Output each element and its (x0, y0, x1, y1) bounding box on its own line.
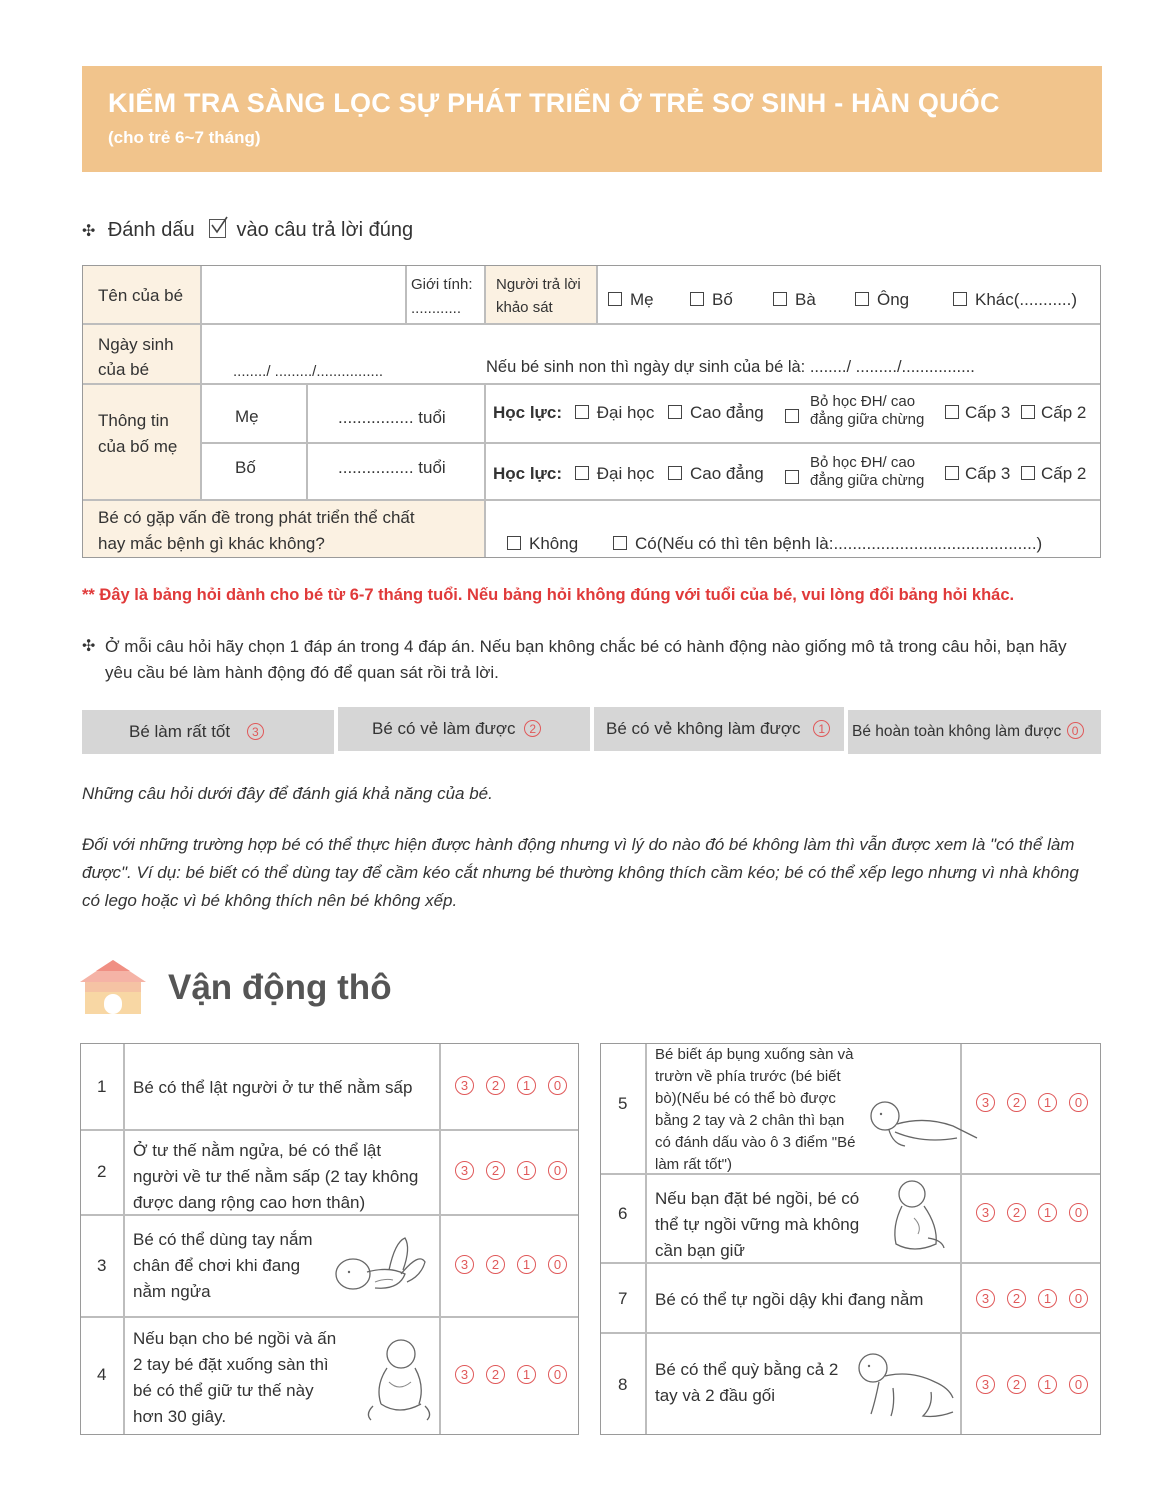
score-0-option[interactable]: 0 (548, 1076, 567, 1095)
mother-education: Học lực: Đại học (493, 403, 655, 422)
father-dropout-1: Bỏ học ĐH/ cao (810, 454, 916, 471)
baby-sitting-illustration (884, 1178, 948, 1258)
father-edu-secondary[interactable]: Cấp 2 (1021, 462, 1086, 486)
score-0-option[interactable]: 0 (1069, 1093, 1088, 1112)
father-edu-highschool[interactable]: Cấp 3 (945, 462, 1010, 486)
instruction-line (82, 219, 413, 242)
question-3-text: Bé có thể dùng tay nắm chân để chơi khi đang nằm ngửa (133, 1230, 313, 1301)
legend-item-1: Bé có vẻ không làm được 1 (594, 707, 844, 751)
parents-label-1: Thông tin (98, 411, 169, 430)
bullet-icon: ✣ (82, 223, 96, 240)
respondent-option-ba[interactable]: Bà (773, 288, 816, 312)
legend-item-3: Bé làm rất tốt 3 (82, 710, 334, 754)
mother-dropout-2: đẳng giữa chừng (810, 411, 925, 428)
parents-label-2: của bố mẹ (98, 437, 178, 456)
question-1-number: 1 (97, 1077, 107, 1096)
score-0-option[interactable]: 0 (1069, 1375, 1088, 1394)
due-date-field[interactable]: Nếu bé sinh non thì ngày dự sinh của bé là: ......../ ........./................ (486, 358, 975, 376)
question-1-scores (449, 1076, 573, 1096)
baby-sitting-supported-illustration (359, 1336, 435, 1424)
question-3-number: 3 (97, 1256, 107, 1275)
question-5-text: Bé biết áp bụng xuống sàn và trườn về phía trước (bé biết bò)(Nếu bé có thể bò được bằng 2 tay và 2 chân thì bạn có đánh dấu vào ô 3 điểm "Bé làm rất tốt") (655, 1046, 856, 1173)
mother-dropout-1: Bỏ học ĐH/ cao (810, 393, 916, 410)
father-education: Học lực: Đại học (493, 464, 655, 483)
answer-instruction: Ở mỗi câu hỏi hãy chọn 1 đáp án trong 4 đáp án. Nếu bạn không chắc bé có hành động nào giống mô tả trong câu hỏi, bạn hãy yêu cầu bé làm hành động đó để quan sát rồi trả lời. (105, 637, 1067, 682)
question-6-scores (970, 1203, 1094, 1223)
score-3-option[interactable]: 3 (455, 1255, 474, 1274)
score-3-option[interactable]: 3 (976, 1203, 995, 1222)
score-1-option[interactable]: 1 (517, 1076, 536, 1095)
score-legend (82, 710, 1101, 754)
respondent-option-me[interactable]: Mẹ (608, 288, 654, 312)
score-2-option[interactable]: 2 (1007, 1375, 1026, 1394)
mother-edu-college[interactable]: Cao đẳng (668, 401, 764, 425)
legend-item-0: Bé hoàn toàn không làm được 0 (848, 710, 1101, 754)
name-field[interactable] (202, 267, 404, 322)
question-8-number: 8 (618, 1375, 628, 1394)
health-question-2: hay mắc bệnh gì khác không? (98, 534, 325, 553)
score-3-option[interactable]: 3 (455, 1076, 474, 1095)
score-0-option[interactable]: 0 (548, 1161, 567, 1180)
questions-table-right (600, 1043, 1101, 1435)
score-1-option[interactable]: 1 (517, 1255, 536, 1274)
score-1-option[interactable]: 1 (1038, 1093, 1057, 1112)
mother-edu-dropout[interactable] (785, 405, 807, 429)
respondent-option-other[interactable]: Khác(...........) (953, 288, 1077, 312)
score-2-option[interactable]: 2 (1007, 1093, 1026, 1112)
edu-option-university[interactable]: Đại học (575, 464, 655, 483)
question-3-scores (449, 1255, 573, 1275)
question-8-scores (970, 1375, 1094, 1395)
page-title: KIỂM TRA SÀNG LỌC SỰ PHÁT TRIỂN Ở TRẺ SƠ SINH - HÀN QUỐC (108, 88, 1000, 118)
father-dropout-2: đẳng giữa chừng (810, 472, 925, 489)
mother-edu-secondary[interactable]: Cấp 2 (1021, 401, 1086, 425)
question-6-number: 6 (618, 1204, 628, 1223)
score-3-option[interactable]: 3 (976, 1093, 995, 1112)
question-7-number: 7 (618, 1289, 628, 1308)
mother-edu-highschool[interactable]: Cấp 3 (945, 401, 1010, 425)
dob-label-1: Ngày sinh (98, 335, 174, 354)
dob-field[interactable]: ......../ ........./................ (233, 363, 384, 380)
score-0-option[interactable]: 0 (548, 1365, 567, 1384)
father-age-field[interactable]: ................ tuổi (338, 458, 446, 477)
baby-holding-feet-illustration (331, 1230, 431, 1300)
edu-option-university[interactable]: Đại học (575, 403, 655, 422)
score-2-option[interactable]: 2 (486, 1365, 505, 1384)
score-3-option[interactable]: 3 (455, 1161, 474, 1180)
header-banner (82, 66, 1102, 172)
age-warning: ** Đây là bảng hỏi dành cho bé từ 6-7 tháng tuổi. Nếu bảng hỏi không đúng với tuổi của bé, vui lòng đổi bảng hỏi khác. (82, 586, 1015, 604)
score-2-option[interactable]: 2 (1007, 1289, 1026, 1308)
respondent-option-ong[interactable]: Ông (855, 288, 909, 312)
question-4-text: Nếu bạn cho bé ngồi và ấn 2 tay bé đặt xuống sàn thì bé có thể giữ tư thế này hơn 30 giây. (133, 1329, 337, 1426)
respondent-label-2: khảo sát (496, 299, 553, 316)
questions-table-left (80, 1043, 579, 1435)
checked-box-icon (209, 219, 226, 238)
note-paragraph-2: Đối với những trường hợp bé có thể thực hiện được hành động nhưng vì lý do nào đó bé không làm thì vẫn được xem là "có thể làm được". Ví dụ: bé biết có thể dùng tay để cầm kéo cắt nhưng bé thường không thích cầm kéo; bé có thể xếp lego nhưng vì nhà không có lego hoặc vì bé không thích nên bé không xếp. (82, 835, 1079, 910)
score-0-option[interactable]: 0 (548, 1255, 567, 1274)
score-1-option[interactable]: 1 (517, 1365, 536, 1384)
mother-age-field[interactable]: ................ tuổi (338, 408, 446, 427)
instruction-after: vào câu trả lời đúng (236, 219, 414, 241)
father-edu-college[interactable]: Cao đẳng (668, 462, 764, 486)
dob-label-2: của bé (98, 360, 150, 379)
question-7-text: Bé có thể tự ngồi dậy khi đang nằm (655, 1290, 924, 1309)
legend-item-2: Bé có vẻ làm được 2 (338, 707, 590, 751)
father-label: Bố (235, 458, 256, 477)
score-1-option[interactable]: 1 (1038, 1375, 1057, 1394)
note-paragraph-1: Những câu hỏi dưới đây để đánh giá khả năng của bé. (82, 784, 493, 803)
question-7-scores (970, 1289, 1094, 1309)
respondent-option-bo[interactable]: Bố (690, 288, 733, 312)
gender-label: Giới tính: (411, 276, 473, 293)
question-2-text: Ở tư thế nằm ngửa, bé có thể lật người về tư thế nằm sấp (2 tay không được dang rộng cao hơn thân) (133, 1141, 419, 1212)
score-2-option[interactable]: 2 (486, 1255, 505, 1274)
score-0-option[interactable]: 0 (1069, 1289, 1088, 1308)
mother-label: Mẹ (235, 407, 259, 426)
question-2-scores (449, 1161, 573, 1181)
question-1-text: Bé có thể lật người ở tư thế nằm sấp (133, 1078, 413, 1097)
score-2-option[interactable]: 2 (486, 1076, 505, 1095)
page-subtitle: (cho trẻ 6~7 tháng) (108, 128, 261, 147)
score-1-option[interactable]: 1 (517, 1161, 536, 1180)
respondent-label-1: Người trả lời (496, 276, 581, 293)
score-2-option[interactable]: 2 (486, 1161, 505, 1180)
score-2-option[interactable]: 2 (1007, 1203, 1026, 1222)
question-4-number: 4 (97, 1365, 107, 1384)
question-8-text: Bé có thể quỳ bằng cả 2 tay và 2 đầu gối (655, 1360, 839, 1405)
health-option-yes[interactable]: Có(Nếu có thì tên bệnh là:...........................................) (613, 532, 1042, 556)
health-question-1: Bé có gặp vấn đề trong phát triển thể chất (98, 508, 415, 527)
question-4-scores (449, 1365, 573, 1385)
instruction-before: Đánh dấu (107, 219, 195, 241)
health-option-no[interactable]: Không (507, 532, 578, 556)
score-1-option[interactable]: 1 (1038, 1289, 1057, 1308)
baby-crawling-belly-illustration (865, 1096, 981, 1154)
info-table (82, 265, 1101, 558)
house-icon (80, 960, 146, 1014)
question-5-scores (970, 1093, 1094, 1113)
baby-crawling-knees-illustration (853, 1348, 959, 1422)
score-3-option[interactable]: 3 (976, 1289, 995, 1308)
section-title: Vận động thô (168, 968, 392, 1007)
name-label: Tên của bé (98, 286, 184, 305)
score-0-option[interactable]: 0 (1069, 1203, 1088, 1222)
question-5-number: 5 (618, 1094, 628, 1113)
bullet-icon: ✣ (82, 638, 96, 655)
score-3-option[interactable]: 3 (455, 1365, 474, 1384)
question-6-text: Nếu bạn đặt bé ngồi, bé có thể tự ngồi vững mà không cần bạn giữ (655, 1189, 860, 1260)
gender-field[interactable]: ............ (411, 300, 462, 317)
score-3-option[interactable]: 3 (976, 1375, 995, 1394)
father-edu-dropout[interactable] (785, 466, 807, 490)
question-2-number: 2 (97, 1162, 107, 1181)
score-1-option[interactable]: 1 (1038, 1203, 1057, 1222)
